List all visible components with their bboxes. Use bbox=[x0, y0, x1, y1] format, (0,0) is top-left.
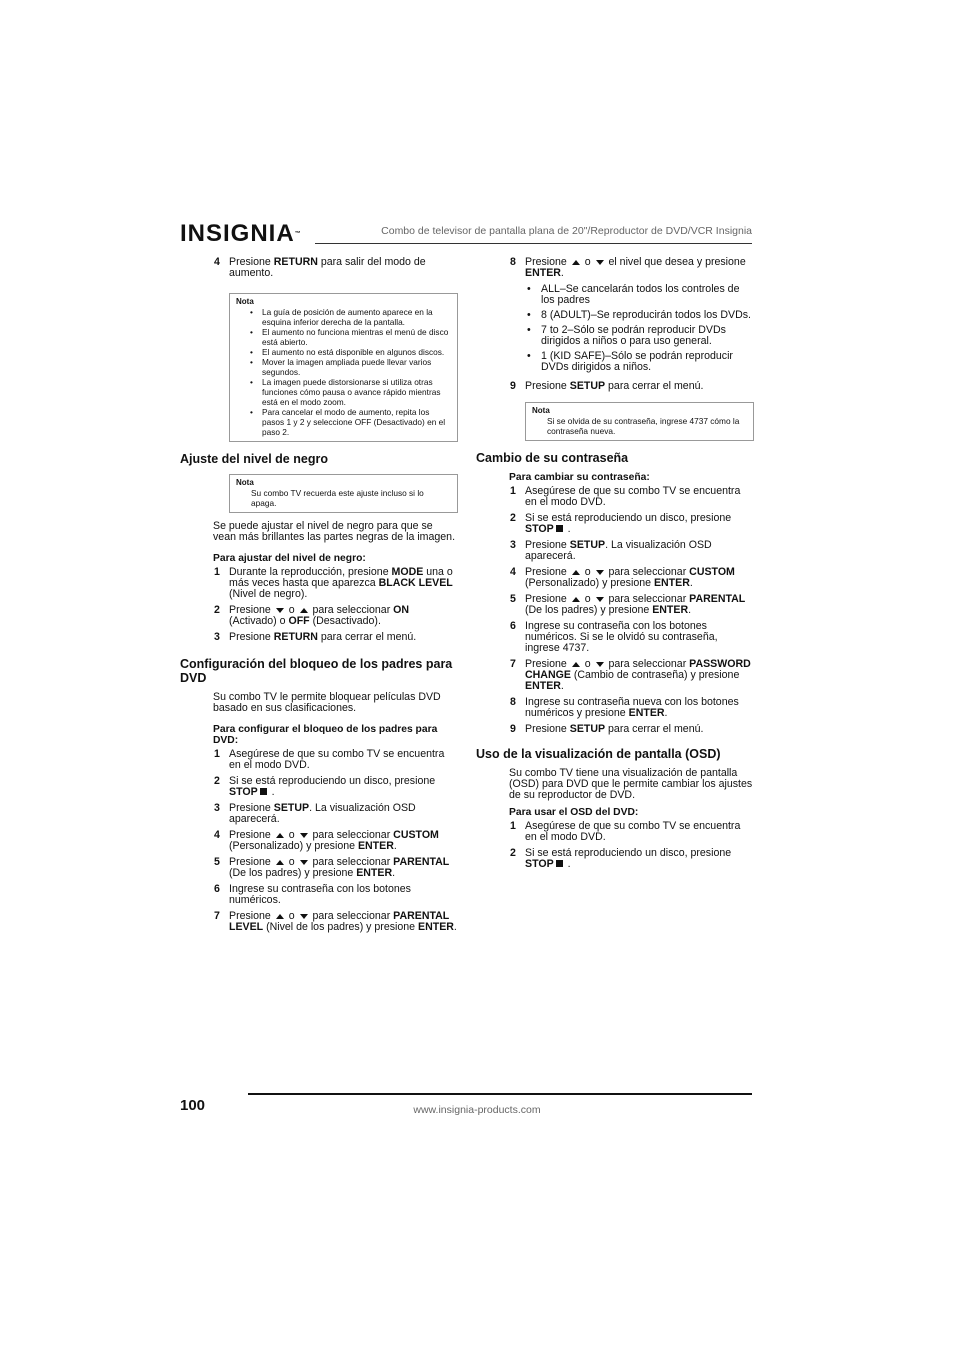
step-number: 2 bbox=[214, 604, 220, 616]
osd-intro: Su combo TV tiene una visualización de pantalla (OSD) para DVD que le permite cambiar los ajustes de su reproductor de DVD. bbox=[509, 767, 753, 801]
key-setup: SETUP bbox=[569, 723, 606, 735]
step-text: para seleccionar bbox=[309, 829, 394, 841]
parental-step-6 bbox=[180, 884, 458, 906]
step-text: . La visualización OSD aparecerá. bbox=[525, 539, 712, 562]
note-item: • Mover la imagen ampliada puede llevar varios segundos. bbox=[262, 357, 451, 377]
step-text: o bbox=[581, 566, 594, 578]
step-number: 9 bbox=[510, 723, 516, 735]
step-number: 8 bbox=[510, 256, 516, 268]
step-number: 6 bbox=[214, 883, 220, 895]
osd-step-1 bbox=[476, 821, 754, 843]
step-text: . bbox=[560, 267, 564, 279]
step-text: . La visualización OSD aparecerá. bbox=[229, 802, 416, 825]
note-password bbox=[525, 402, 754, 441]
password-step-7 bbox=[476, 659, 754, 692]
step-text: Presione bbox=[229, 829, 274, 841]
footer-rule bbox=[248, 1093, 752, 1095]
step-text: para seleccionar bbox=[309, 604, 394, 616]
note-item: • Para cancelar el modo de aumento, repita los pasos 1 y 2 y seleccione OFF (Desactivado) en el paso 2. bbox=[262, 407, 451, 437]
rating-level-item: • 7 to 2–Sólo se podrán reproducir DVDs dirigidos a niños o para uso general. bbox=[541, 325, 754, 347]
note-label: Nota bbox=[532, 406, 550, 415]
logo-tm: ™ bbox=[294, 231, 301, 237]
footer-url: www.insignia-products.com bbox=[413, 1104, 541, 1116]
insignia-logo bbox=[180, 222, 301, 246]
password-step-4 bbox=[476, 567, 754, 589]
step-number: 4 bbox=[510, 566, 516, 578]
step-text: (Nivel de negro). bbox=[229, 588, 308, 600]
step-text: . bbox=[393, 840, 397, 852]
step-text: para seleccionar bbox=[605, 593, 690, 605]
step-text: Presione bbox=[229, 604, 274, 616]
arrow-down-icon bbox=[300, 860, 308, 865]
step-number: 2 bbox=[510, 512, 516, 524]
arrow-up-icon bbox=[572, 260, 580, 265]
procedure-title: Para configurar el bloqueo de los padres para DVD: bbox=[213, 724, 438, 746]
note-label: Nota bbox=[236, 478, 254, 487]
stop-icon bbox=[260, 788, 267, 795]
key-return: RETURN bbox=[273, 256, 318, 268]
note-item: • La guía de posición de aumento aparece en la esquina inferior derecha de la pantalla. bbox=[262, 307, 451, 327]
key-parental: PARENTAL bbox=[393, 856, 450, 868]
key-enter: ENTER bbox=[628, 707, 665, 719]
step-number: 7 bbox=[214, 910, 220, 922]
password-step-9 bbox=[476, 724, 754, 735]
arrow-down-icon bbox=[596, 570, 604, 575]
key-enter: ENTER bbox=[525, 267, 561, 279]
key-setup: SETUP bbox=[569, 539, 606, 551]
step-text: . bbox=[268, 786, 275, 798]
stop-icon bbox=[556, 525, 563, 532]
step-text: . bbox=[564, 523, 571, 535]
step-number: 4 bbox=[214, 829, 220, 841]
step-number: 2 bbox=[214, 775, 220, 787]
osd-step-2 bbox=[476, 848, 754, 870]
key-return: RETURN bbox=[273, 631, 318, 643]
rating-levels-list bbox=[476, 284, 754, 373]
step-number: 8 bbox=[510, 696, 516, 708]
step-number: 1 bbox=[214, 748, 220, 760]
step-text: Presione bbox=[229, 856, 274, 868]
step-text: . bbox=[664, 707, 668, 719]
rating-level-item: • 1 (KID SAFE)–Sólo se podrán reproducir DVDs dirigidos a niños. bbox=[541, 351, 754, 373]
arrow-down-icon bbox=[300, 833, 308, 838]
key-on: ON bbox=[393, 604, 410, 616]
step-text: Presione bbox=[229, 631, 274, 643]
step-text: . bbox=[392, 867, 396, 879]
parental-step-4 bbox=[180, 830, 458, 852]
page-number: 100 bbox=[180, 1097, 206, 1114]
key-custom: CUSTOM bbox=[689, 566, 735, 578]
key-setup: SETUP bbox=[273, 802, 310, 814]
step-text: Presione bbox=[525, 658, 570, 670]
key-stop: STOP bbox=[229, 786, 258, 798]
password-step-8 bbox=[476, 697, 754, 719]
procedure-title: Para usar el OSD del DVD: bbox=[509, 807, 639, 818]
step-text: Si se está reproduciendo un disco, presione bbox=[525, 847, 732, 859]
step-text: (De los padres) y presione bbox=[525, 604, 653, 616]
key-enter: ENTER bbox=[525, 680, 561, 692]
step-text: para cerrar el menú. bbox=[605, 723, 704, 735]
black-level-intro: Se puede ajustar el nivel de negro para que se vean más brillantes las partes negras de la imagen. bbox=[213, 520, 456, 543]
black-level-step-1 bbox=[180, 567, 458, 600]
password-step-3 bbox=[476, 540, 754, 562]
step-text: Asegúrese de que su combo TV se encuentra en el modo DVD. bbox=[525, 485, 741, 508]
step-text: (Personalizado) y presione bbox=[229, 840, 358, 852]
password-step-1 bbox=[476, 486, 754, 508]
step-text: o bbox=[581, 256, 594, 268]
step-text: para seleccionar bbox=[605, 566, 690, 578]
arrow-up-icon bbox=[276, 833, 284, 838]
arrow-down-icon bbox=[596, 260, 604, 265]
step-number: 5 bbox=[510, 593, 516, 605]
step-text: para cerrar el menú. bbox=[317, 631, 417, 643]
note-label: Nota bbox=[236, 297, 254, 306]
step-text: Presione bbox=[525, 256, 570, 268]
key-password-change: PASSWORD CHANGE bbox=[525, 658, 751, 681]
heading-parental: Configuración del bloqueo de los padres para DVD bbox=[180, 657, 453, 685]
key-stop: STOP bbox=[525, 523, 554, 535]
arrow-down-icon bbox=[300, 914, 308, 919]
arrow-up-icon bbox=[276, 860, 284, 865]
password-step-5 bbox=[476, 594, 754, 616]
step-text: . bbox=[688, 604, 692, 616]
step-number: 3 bbox=[214, 802, 220, 814]
black-level-step-3 bbox=[180, 632, 458, 643]
password-step-2 bbox=[476, 513, 754, 535]
arrow-up-icon bbox=[572, 597, 580, 602]
step-text: para seleccionar bbox=[309, 910, 394, 922]
note-item: • El aumento no funciona mientras el menú de disco está abierto. bbox=[262, 327, 451, 347]
step-text: Presione bbox=[525, 539, 570, 551]
arrow-down-icon bbox=[596, 662, 604, 667]
rating-level-item: • 8 (ADULT)–Se reproducirán todos los DVDs. bbox=[541, 310, 754, 321]
note-item: • La imagen puede distorsionarse si utiliza otras funciones cómo pausa o avance rápido mientras está en el modo zoom. bbox=[262, 377, 451, 407]
key-black-level: BLACK LEVEL bbox=[378, 577, 453, 589]
step-text: . bbox=[453, 921, 457, 933]
step-text: Presione bbox=[229, 256, 274, 268]
key-custom: CUSTOM bbox=[393, 829, 439, 841]
password-step-6 bbox=[476, 621, 754, 654]
key-parental: PARENTAL bbox=[689, 593, 746, 605]
step-number: 1 bbox=[510, 820, 516, 832]
parental-step-2 bbox=[180, 776, 458, 798]
step-text: Durante la reproducción, presione bbox=[229, 566, 392, 578]
parental-step-3 bbox=[180, 803, 458, 825]
key-stop: STOP bbox=[525, 858, 554, 870]
step-text: para seleccionar bbox=[309, 856, 394, 868]
step-text: o bbox=[285, 604, 298, 616]
step-text: Presione bbox=[229, 910, 274, 922]
note-zoom bbox=[229, 293, 458, 442]
parental-step-1 bbox=[180, 749, 458, 771]
key-enter: ENTER bbox=[418, 921, 454, 933]
key-enter: ENTER bbox=[653, 577, 690, 589]
step-number: 7 bbox=[510, 658, 516, 670]
logo-text: INSIGNIA bbox=[180, 220, 295, 247]
step-text: . bbox=[564, 858, 571, 870]
step-text: . bbox=[689, 577, 693, 589]
step-text: para salir del modo de aumento. bbox=[229, 256, 426, 279]
black-level-step-2 bbox=[180, 605, 458, 627]
step-text: (Nivel de los padres) y presione bbox=[263, 921, 418, 933]
step-text: (Activado) o bbox=[229, 615, 289, 627]
step-text: Presione bbox=[525, 566, 570, 578]
parental-step-8 bbox=[476, 257, 754, 279]
parental-step-7 bbox=[180, 911, 458, 933]
key-setup: SETUP bbox=[569, 380, 606, 392]
step-text: Si se está reproduciendo un disco, presione bbox=[229, 775, 436, 787]
step-text: el nivel que desea y presione bbox=[605, 256, 746, 268]
heading-osd: Uso de la visualización de pantalla (OSD) bbox=[476, 747, 721, 761]
step-number: 3 bbox=[510, 539, 516, 551]
step-number: 1 bbox=[510, 485, 516, 497]
step-number: 4 bbox=[214, 256, 220, 268]
stop-icon bbox=[556, 860, 563, 867]
header-title: Combo de televisor de pantalla plana de 20"/Reproductor de DVD/VCR Insignia bbox=[381, 225, 752, 237]
step-text: Ingrese su contraseña con los botones numéricos. bbox=[229, 883, 411, 906]
arrow-down-icon bbox=[596, 597, 604, 602]
note-text: Si se olvida de su contraseña, ingrese 4737 cómo la contraseña nueva. bbox=[547, 416, 740, 436]
rating-level-item: • ALL–Se cancelarán todos los controles de los padres bbox=[541, 284, 754, 306]
step-text: (Desactivado). bbox=[309, 615, 381, 627]
page-header bbox=[180, 222, 752, 246]
key-mode: MODE bbox=[391, 566, 424, 578]
heading-black-level: Ajuste del nivel de negro bbox=[180, 452, 328, 466]
step-text: Presione bbox=[525, 593, 570, 605]
arrow-up-icon bbox=[572, 662, 580, 667]
step-text: o bbox=[581, 593, 594, 605]
step-text: Ingrese su contraseña nueva con los botones numéricos y presione bbox=[525, 696, 739, 719]
note-text: Su combo TV recuerda este ajuste incluso si lo apaga. bbox=[251, 488, 424, 508]
step-text: . bbox=[560, 680, 564, 692]
step-text: una o más veces hasta que aparezca bbox=[229, 566, 453, 589]
step-text: Ingrese su contraseña con los botones numéricos. Si se le olvidó su contraseña, ingrese 4737. bbox=[525, 620, 718, 654]
step-number: 1 bbox=[214, 566, 220, 578]
note-list bbox=[236, 307, 451, 437]
step-text: (Personalizado) y presione bbox=[525, 577, 654, 589]
arrow-down-icon bbox=[276, 608, 284, 613]
header-rule bbox=[315, 243, 752, 244]
step-text: para cerrar el menú. bbox=[605, 380, 704, 392]
step-text: Presione bbox=[525, 723, 570, 735]
step-4-return bbox=[180, 257, 458, 279]
key-parental-level: PARENTAL LEVEL bbox=[229, 910, 450, 933]
key-off: OFF bbox=[288, 615, 310, 627]
step-text: (De los padres) y presione bbox=[229, 867, 357, 879]
note-black-level bbox=[229, 474, 458, 513]
left-column bbox=[180, 257, 458, 938]
step-text: Presione bbox=[229, 802, 274, 814]
step-number: 6 bbox=[510, 620, 516, 632]
step-text: o bbox=[285, 829, 298, 841]
procedure-title: Para ajustar del nivel de negro: bbox=[213, 553, 366, 564]
arrow-up-icon bbox=[276, 914, 284, 919]
step-text: o bbox=[285, 856, 298, 868]
note-item: • El aumento no está disponible en algunos discos. bbox=[262, 347, 451, 357]
parental-intro: Su combo TV le permite bloquear películas DVD basado en sus clasificaciones. bbox=[213, 691, 441, 714]
procedure-title: Para cambiar su contraseña: bbox=[509, 472, 650, 483]
step-text: Presione bbox=[525, 380, 570, 392]
step-text: (Cambio de contraseña) y presione bbox=[570, 669, 740, 681]
step-text: o bbox=[581, 658, 594, 670]
parental-step-5 bbox=[180, 857, 458, 879]
right-column bbox=[476, 257, 754, 875]
step-text: Asegúrese de que su combo TV se encuentra en el modo DVD. bbox=[525, 820, 741, 843]
step-number: 5 bbox=[214, 856, 220, 868]
step-number: 9 bbox=[510, 380, 516, 392]
arrow-up-icon bbox=[300, 608, 308, 613]
heading-password: Cambio de su contraseña bbox=[476, 451, 629, 465]
step-text: para seleccionar bbox=[605, 658, 690, 670]
key-enter: ENTER bbox=[652, 604, 689, 616]
step-number: 3 bbox=[214, 631, 220, 643]
step-number: 2 bbox=[510, 847, 516, 859]
step-text: Asegúrese de que su combo TV se encuentra en el modo DVD. bbox=[229, 748, 445, 771]
key-enter: ENTER bbox=[356, 867, 393, 879]
key-enter: ENTER bbox=[357, 840, 394, 852]
step-text: o bbox=[285, 910, 298, 922]
step-text: Si se está reproduciendo un disco, presione bbox=[525, 512, 732, 524]
arrow-up-icon bbox=[572, 570, 580, 575]
parental-step-9 bbox=[476, 381, 754, 392]
